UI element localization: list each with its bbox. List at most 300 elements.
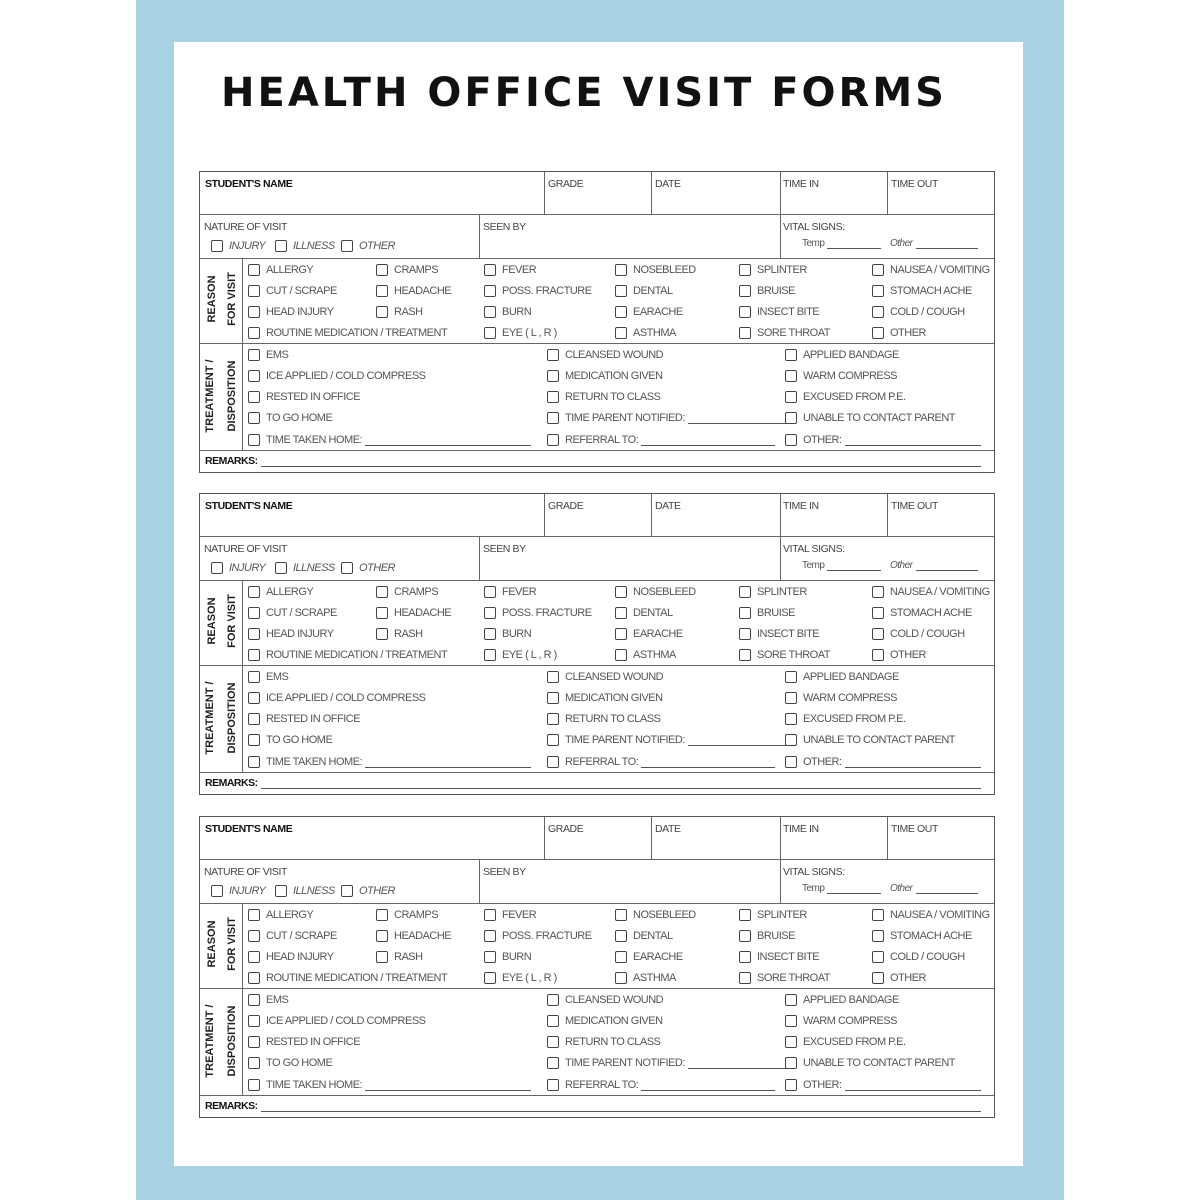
checkbox-icon <box>547 370 559 382</box>
treatment-checkbox[interactable]: MEDICATION GIVEN <box>547 1013 663 1029</box>
reason-checkbox[interactable]: EYE ( L , R ) <box>484 325 557 341</box>
student-name-field[interactable]: STUDENT'S NAME <box>205 178 293 190</box>
checkbox-icon <box>547 994 559 1006</box>
reason-checkbox[interactable]: STOMACH ACHE <box>872 928 972 944</box>
reason-checkbox[interactable]: ASTHMA <box>615 325 676 341</box>
reason-checkbox[interactable]: SORE THROAT <box>739 647 830 663</box>
treatment-checkbox[interactable]: REFERRAL TO: <box>547 754 775 770</box>
checkbox-icon <box>785 713 797 725</box>
treatment-checkbox[interactable]: APPLIED BANDAGE <box>785 992 899 1008</box>
checkbox-icon <box>739 972 751 984</box>
checkbox-icon <box>547 412 559 424</box>
checkbox-icon <box>785 1057 797 1069</box>
reason-checkbox[interactable]: DENTAL <box>615 283 673 299</box>
visit-form-2 <box>199 493 995 795</box>
time-out-field[interactable]: TIME OUT <box>891 178 938 190</box>
reason-checkbox[interactable]: SORE THROAT <box>739 970 830 986</box>
seen-by-field[interactable]: SEEN BY <box>483 543 526 555</box>
reason-checkbox[interactable]: FEVER <box>484 907 536 923</box>
reason-checkbox[interactable]: EARACHE <box>615 949 683 965</box>
checkbox-icon <box>785 434 797 446</box>
checkbox-icon <box>547 434 559 446</box>
treatment-checkbox[interactable]: RETURN TO CLASS <box>547 389 660 405</box>
reason-checkbox[interactable]: INSECT BITE <box>739 626 819 642</box>
col-divider <box>780 536 781 580</box>
checkbox-icon <box>615 285 627 297</box>
col-divider <box>887 172 888 214</box>
reason-checkbox[interactable]: ROUTINE MEDICATION / TREATMENT <box>248 647 447 663</box>
treatment-checkbox[interactable]: TO GO HOME <box>248 1055 332 1071</box>
treatment-checkbox[interactable]: MEDICATION GIVEN <box>547 368 663 384</box>
nature-other-checkbox[interactable]: OTHER <box>341 560 395 576</box>
checkbox-icon <box>376 909 388 921</box>
checkbox-icon <box>484 327 496 339</box>
reason-checkbox[interactable]: SPLINTER <box>739 584 807 600</box>
treatment-checkbox[interactable]: EMS <box>248 347 288 363</box>
checkbox-icon <box>547 1015 559 1027</box>
reason-checkbox[interactable]: BURN <box>484 304 531 320</box>
treatment-checkbox[interactable]: ICE APPLIED / COLD COMPRESS <box>248 368 426 384</box>
treatment-checkbox[interactable]: REFERRAL TO: <box>547 1077 775 1093</box>
treatment-checkbox[interactable]: TIME TAKEN HOME: <box>248 754 531 770</box>
checkbox-icon <box>484 586 496 598</box>
seen-by-field[interactable]: SEEN BY <box>483 221 526 233</box>
temp-field[interactable]: Temp <box>802 235 881 251</box>
checkbox-icon <box>872 909 884 921</box>
row-divider <box>200 988 994 989</box>
temp-field[interactable]: Temp <box>802 557 881 573</box>
reason-checkbox[interactable]: HEADACHE <box>376 283 451 299</box>
reason-checkbox[interactable]: INSECT BITE <box>739 304 819 320</box>
treatment-checkbox[interactable]: TIME PARENT NOTIFIED: <box>547 1055 792 1071</box>
checkbox-icon <box>739 306 751 318</box>
reason-checkbox[interactable]: NAUSEA / VOMITING <box>872 907 990 923</box>
checkbox-icon <box>248 1057 260 1069</box>
checkbox-icon <box>248 713 260 725</box>
checkbox-icon <box>248 1036 260 1048</box>
student-name-field[interactable]: STUDENT'S NAME <box>205 500 293 512</box>
other-vital-field[interactable]: Other <box>890 235 978 251</box>
date-field[interactable]: DATE <box>655 823 681 835</box>
date-field[interactable]: DATE <box>655 178 681 190</box>
treatment-checkbox[interactable]: CLEANSED WOUND <box>547 669 663 685</box>
checkbox-icon <box>248 649 260 661</box>
col-divider <box>780 494 781 536</box>
col-divider <box>651 494 652 536</box>
row-divider <box>200 214 994 215</box>
remarks-field[interactable]: REMARKS: <box>205 453 981 469</box>
checkbox-icon <box>872 628 884 640</box>
reason-checkbox[interactable]: NAUSEA / VOMITING <box>872 262 990 278</box>
checkbox-icon <box>341 240 353 252</box>
treatment-checkbox[interactable]: TIME PARENT NOTIFIED: <box>547 732 792 748</box>
row-divider <box>200 258 994 259</box>
reason-checkbox[interactable]: HEAD INJURY <box>248 949 334 965</box>
checkbox-icon <box>248 1079 260 1091</box>
row-divider <box>200 450 994 451</box>
treatment-checkbox[interactable]: TO GO HOME <box>248 732 332 748</box>
treatment-checkbox[interactable]: WARM COMPRESS <box>785 368 897 384</box>
col-divider <box>544 817 545 859</box>
checkbox-icon <box>275 240 287 252</box>
checkbox-icon <box>739 951 751 963</box>
checkbox-icon <box>615 649 627 661</box>
nature-injury-checkbox[interactable]: INJURY <box>211 883 265 899</box>
treatment-checkbox[interactable]: RESTED IN OFFICE <box>248 711 360 727</box>
reason-checkbox[interactable]: RASH <box>376 626 423 642</box>
nature-injury-checkbox[interactable]: INJURY <box>211 238 265 254</box>
reason-checkbox[interactable]: NOSEBLEED <box>615 262 696 278</box>
checkbox-icon <box>248 412 260 424</box>
reason-checkbox[interactable]: ASTHMA <box>615 647 676 663</box>
checkbox-icon <box>248 692 260 704</box>
checkbox-icon <box>872 972 884 984</box>
checkbox-icon <box>615 586 627 598</box>
checkbox-icon <box>248 909 260 921</box>
grade-field[interactable]: GRADE <box>548 178 584 190</box>
col-divider <box>242 580 243 772</box>
row-divider <box>200 580 994 581</box>
reason-checkbox[interactable]: FEVER <box>484 584 536 600</box>
reason-checkbox[interactable]: RASH <box>376 949 423 965</box>
treatment-label: DISPOSITION <box>226 1005 238 1077</box>
treatment-label: DISPOSITION <box>226 360 238 432</box>
checkbox-icon <box>872 951 884 963</box>
reason-label: REASON <box>206 275 218 323</box>
checkbox-icon <box>484 972 496 984</box>
row-divider <box>200 772 994 773</box>
checkbox-icon <box>248 951 260 963</box>
reason-checkbox[interactable]: POSS. FRACTURE <box>484 605 592 621</box>
checkbox-icon <box>785 1079 797 1091</box>
nature-injury-checkbox[interactable]: INJURY <box>211 560 265 576</box>
treatment-checkbox[interactable]: UNABLE TO CONTACT PARENT <box>785 732 955 748</box>
reason-checkbox[interactable]: ALLERGY <box>248 262 313 278</box>
treatment-checkbox[interactable]: ICE APPLIED / COLD COMPRESS <box>248 1013 426 1029</box>
reason-checkbox[interactable]: CUT / SCRAPE <box>248 928 337 944</box>
reason-checkbox[interactable]: FEVER <box>484 262 536 278</box>
nature-illness-checkbox[interactable]: ILLNESS <box>275 560 335 576</box>
treatment-checkbox[interactable]: EMS <box>248 992 288 1008</box>
checkbox-icon <box>739 264 751 276</box>
nature-of-visit-label: NATURE OF VISIT <box>204 543 288 555</box>
reason-checkbox[interactable]: EARACHE <box>615 304 683 320</box>
checkbox-icon <box>785 370 797 382</box>
reason-checkbox[interactable]: EYE ( L , R ) <box>484 647 557 663</box>
checkbox-icon <box>211 885 223 897</box>
visit-form-3 <box>199 816 995 1118</box>
grade-field[interactable]: GRADE <box>548 500 584 512</box>
reason-checkbox[interactable]: COLD / COUGH <box>872 626 965 642</box>
checkbox-icon <box>739 649 751 661</box>
date-field[interactable]: DATE <box>655 500 681 512</box>
checkbox-icon <box>248 285 260 297</box>
treatment-label: TREATMENT / <box>204 1004 216 1078</box>
checkbox-icon <box>376 607 388 619</box>
reason-checkbox[interactable]: HEAD INJURY <box>248 626 334 642</box>
col-divider <box>887 494 888 536</box>
treatment-checkbox[interactable]: EMS <box>248 669 288 685</box>
treatment-checkbox[interactable]: UNABLE TO CONTACT PARENT <box>785 410 955 426</box>
col-divider <box>780 859 781 903</box>
reason-checkbox[interactable]: CRAMPS <box>376 584 438 600</box>
time-in-field[interactable]: TIME IN <box>783 500 819 512</box>
checkbox-icon <box>547 1079 559 1091</box>
checkbox-icon <box>248 734 260 746</box>
treatment-checkbox[interactable]: RESTED IN OFFICE <box>248 1034 360 1050</box>
checkbox-icon <box>248 370 260 382</box>
checkbox-icon <box>376 628 388 640</box>
reason-checkbox[interactable]: INSECT BITE <box>739 949 819 965</box>
checkbox-icon <box>341 885 353 897</box>
treatment-checkbox[interactable]: EXCUSED FROM P.E. <box>785 1034 906 1050</box>
vital-signs-label: VITAL SIGNS: <box>783 866 845 878</box>
reason-checkbox[interactable]: SPLINTER <box>739 262 807 278</box>
checkbox-icon <box>248 994 260 1006</box>
checkbox-icon <box>739 586 751 598</box>
reason-checkbox[interactable]: OTHER <box>872 647 926 663</box>
student-name-field[interactable]: STUDENT'S NAME <box>205 823 293 835</box>
checkbox-icon <box>211 562 223 574</box>
checkbox-icon <box>248 327 260 339</box>
checkbox-icon <box>484 930 496 942</box>
checkbox-icon <box>248 671 260 683</box>
reason-checkbox[interactable]: COLD / COUGH <box>872 304 965 320</box>
row-divider <box>200 903 994 904</box>
checkbox-icon <box>739 607 751 619</box>
treatment-checkbox[interactable]: UNABLE TO CONTACT PARENT <box>785 1055 955 1071</box>
checkbox-icon <box>872 586 884 598</box>
checkbox-icon <box>785 1036 797 1048</box>
time-out-field[interactable]: TIME OUT <box>891 500 938 512</box>
reason-checkbox[interactable]: HEAD INJURY <box>248 304 334 320</box>
treatment-checkbox[interactable]: RETURN TO CLASS <box>547 711 660 727</box>
checkbox-icon <box>248 391 260 403</box>
col-divider <box>479 859 480 903</box>
checkbox-icon <box>484 264 496 276</box>
treatment-checkbox[interactable]: OTHER: <box>785 754 981 770</box>
row-divider <box>200 665 994 666</box>
checkbox-icon <box>872 930 884 942</box>
reason-label: FOR VISIT <box>226 272 238 326</box>
checkbox-icon <box>484 649 496 661</box>
nature-illness-checkbox[interactable]: ILLNESS <box>275 883 335 899</box>
reason-checkbox[interactable]: DENTAL <box>615 928 673 944</box>
reason-checkbox[interactable]: POSS. FRACTURE <box>484 928 592 944</box>
treatment-checkbox[interactable]: OTHER: <box>785 432 981 448</box>
col-divider <box>887 817 888 859</box>
checkbox-icon <box>785 994 797 1006</box>
nature-other-checkbox[interactable]: OTHER <box>341 238 395 254</box>
checkbox-icon <box>547 391 559 403</box>
col-divider <box>780 214 781 258</box>
checkbox-icon <box>547 692 559 704</box>
reason-checkbox[interactable]: BURN <box>484 626 531 642</box>
checkbox-icon <box>739 285 751 297</box>
checkbox-icon <box>785 734 797 746</box>
checkbox-icon <box>785 692 797 704</box>
treatment-checkbox[interactable]: TIME TAKEN HOME: <box>248 1077 531 1093</box>
reason-checkbox[interactable]: ALLERGY <box>248 584 313 600</box>
time-in-field[interactable]: TIME IN <box>783 178 819 190</box>
time-out-field[interactable]: TIME OUT <box>891 823 938 835</box>
checkbox-icon <box>248 607 260 619</box>
reason-checkbox[interactable]: OTHER <box>872 970 926 986</box>
temp-field[interactable]: Temp <box>802 880 881 896</box>
col-divider <box>651 817 652 859</box>
checkbox-icon <box>615 972 627 984</box>
reason-checkbox[interactable]: BRUISE <box>739 283 795 299</box>
col-divider <box>780 817 781 859</box>
reason-checkbox[interactable]: CRAMPS <box>376 907 438 923</box>
checkbox-icon <box>484 628 496 640</box>
remarks-field[interactable]: REMARKS: <box>205 1098 981 1114</box>
reason-checkbox[interactable]: EARACHE <box>615 626 683 642</box>
checkbox-icon <box>615 909 627 921</box>
checkbox-icon <box>615 306 627 318</box>
reason-checkbox[interactable]: HEADACHE <box>376 605 451 621</box>
reason-checkbox[interactable]: HEADACHE <box>376 928 451 944</box>
reason-checkbox[interactable]: NOSEBLEED <box>615 907 696 923</box>
reason-checkbox[interactable]: SPLINTER <box>739 907 807 923</box>
reason-checkbox[interactable]: BRUISE <box>739 928 795 944</box>
other-vital-field[interactable]: Other <box>890 880 978 896</box>
checkbox-icon <box>376 285 388 297</box>
checkbox-icon <box>376 586 388 598</box>
treatment-checkbox[interactable]: TIME PARENT NOTIFIED: <box>547 410 792 426</box>
reason-checkbox[interactable]: CUT / SCRAPE <box>248 605 337 621</box>
checkbox-icon <box>785 671 797 683</box>
treatment-checkbox[interactable]: CLEANSED WOUND <box>547 992 663 1008</box>
treatment-checkbox[interactable]: WARM COMPRESS <box>785 1013 897 1029</box>
checkbox-icon <box>376 306 388 318</box>
reason-checkbox[interactable]: COLD / COUGH <box>872 949 965 965</box>
checkbox-icon <box>547 756 559 768</box>
checkbox-icon <box>739 327 751 339</box>
reason-label: REASON <box>206 920 218 968</box>
checkbox-icon <box>248 972 260 984</box>
col-divider <box>651 172 652 214</box>
treatment-checkbox[interactable]: REFERRAL TO: <box>547 432 775 448</box>
reason-checkbox[interactable]: POSS. FRACTURE <box>484 283 592 299</box>
treatment-checkbox[interactable]: CLEANSED WOUND <box>547 347 663 363</box>
checkbox-icon <box>484 306 496 318</box>
checkbox-icon <box>547 734 559 746</box>
reason-checkbox[interactable]: ROUTINE MEDICATION / TREATMENT <box>248 325 447 341</box>
checkbox-icon <box>211 240 223 252</box>
checkbox-icon <box>248 306 260 318</box>
col-divider <box>242 258 243 450</box>
nature-other-checkbox[interactable]: OTHER <box>341 883 395 899</box>
treatment-checkbox[interactable]: TIME TAKEN HOME: <box>248 432 531 448</box>
checkbox-icon <box>376 951 388 963</box>
reason-checkbox[interactable]: OTHER <box>872 325 926 341</box>
treatment-label: TREATMENT / <box>204 681 216 755</box>
row-divider <box>200 1095 994 1096</box>
treatment-checkbox[interactable]: APPLIED BANDAGE <box>785 347 899 363</box>
checkbox-icon <box>248 264 260 276</box>
reason-checkbox[interactable]: STOMACH ACHE <box>872 605 972 621</box>
checkbox-icon <box>376 930 388 942</box>
checkbox-icon <box>376 264 388 276</box>
treatment-checkbox[interactable]: EXCUSED FROM P.E. <box>785 711 906 727</box>
checkbox-icon <box>248 349 260 361</box>
reason-label: FOR VISIT <box>226 917 238 971</box>
treatment-checkbox[interactable]: WARM COMPRESS <box>785 690 897 706</box>
checkbox-icon <box>739 628 751 640</box>
checkbox-icon <box>275 885 287 897</box>
treatment-checkbox[interactable]: OTHER: <box>785 1077 981 1093</box>
grade-field[interactable]: GRADE <box>548 823 584 835</box>
seen-by-field[interactable]: SEEN BY <box>483 866 526 878</box>
checkbox-icon <box>785 1015 797 1027</box>
treatment-checkbox[interactable]: RETURN TO CLASS <box>547 1034 660 1050</box>
treatment-checkbox[interactable]: APPLIED BANDAGE <box>785 669 899 685</box>
reason-checkbox[interactable]: BRUISE <box>739 605 795 621</box>
reason-checkbox[interactable]: BURN <box>484 949 531 965</box>
checkbox-icon <box>484 909 496 921</box>
reason-checkbox[interactable]: DENTAL <box>615 605 673 621</box>
checkbox-icon <box>547 1036 559 1048</box>
checkbox-icon <box>785 349 797 361</box>
checkbox-icon <box>615 264 627 276</box>
checkbox-icon <box>615 327 627 339</box>
row-divider <box>200 859 994 860</box>
col-divider <box>479 214 480 258</box>
treatment-checkbox[interactable]: EXCUSED FROM P.E. <box>785 389 906 405</box>
checkbox-icon <box>872 285 884 297</box>
vital-signs-label: VITAL SIGNS: <box>783 543 845 555</box>
treatment-checkbox[interactable]: RESTED IN OFFICE <box>248 389 360 405</box>
reason-checkbox[interactable]: RASH <box>376 304 423 320</box>
col-divider <box>544 172 545 214</box>
checkbox-icon <box>547 349 559 361</box>
checkbox-icon <box>872 327 884 339</box>
reason-checkbox[interactable]: EYE ( L , R ) <box>484 970 557 986</box>
checkbox-icon <box>248 628 260 640</box>
other-vital-field[interactable]: Other <box>890 557 978 573</box>
reason-checkbox[interactable]: CUT / SCRAPE <box>248 283 337 299</box>
nature-illness-checkbox[interactable]: ILLNESS <box>275 238 335 254</box>
time-in-field[interactable]: TIME IN <box>783 823 819 835</box>
checkbox-icon <box>248 930 260 942</box>
reason-checkbox[interactable]: NOSEBLEED <box>615 584 696 600</box>
nature-of-visit-label: NATURE OF VISIT <box>204 221 288 233</box>
page-title: HEALTH OFFICE VISIT FORMS <box>221 70 947 116</box>
checkbox-icon <box>484 607 496 619</box>
reason-checkbox[interactable]: NAUSEA / VOMITING <box>872 584 990 600</box>
reason-checkbox[interactable]: ALLERGY <box>248 907 313 923</box>
reason-checkbox[interactable]: STOMACH ACHE <box>872 283 972 299</box>
checkbox-icon <box>739 930 751 942</box>
checkbox-icon <box>785 391 797 403</box>
vital-signs-label: VITAL SIGNS: <box>783 221 845 233</box>
treatment-checkbox[interactable]: TO GO HOME <box>248 410 332 426</box>
remarks-field[interactable]: REMARKS: <box>205 775 981 791</box>
reason-checkbox[interactable]: CRAMPS <box>376 262 438 278</box>
checkbox-icon <box>484 285 496 297</box>
treatment-checkbox[interactable]: ICE APPLIED / COLD COMPRESS <box>248 690 426 706</box>
reason-checkbox[interactable]: SORE THROAT <box>739 325 830 341</box>
checkbox-icon <box>547 1057 559 1069</box>
reason-label: REASON <box>206 597 218 645</box>
visit-form-1 <box>199 171 995 473</box>
reason-checkbox[interactable]: ASTHMA <box>615 970 676 986</box>
checkbox-icon <box>872 607 884 619</box>
reason-checkbox[interactable]: ROUTINE MEDICATION / TREATMENT <box>248 970 447 986</box>
treatment-checkbox[interactable]: MEDICATION GIVEN <box>547 690 663 706</box>
col-divider <box>544 494 545 536</box>
